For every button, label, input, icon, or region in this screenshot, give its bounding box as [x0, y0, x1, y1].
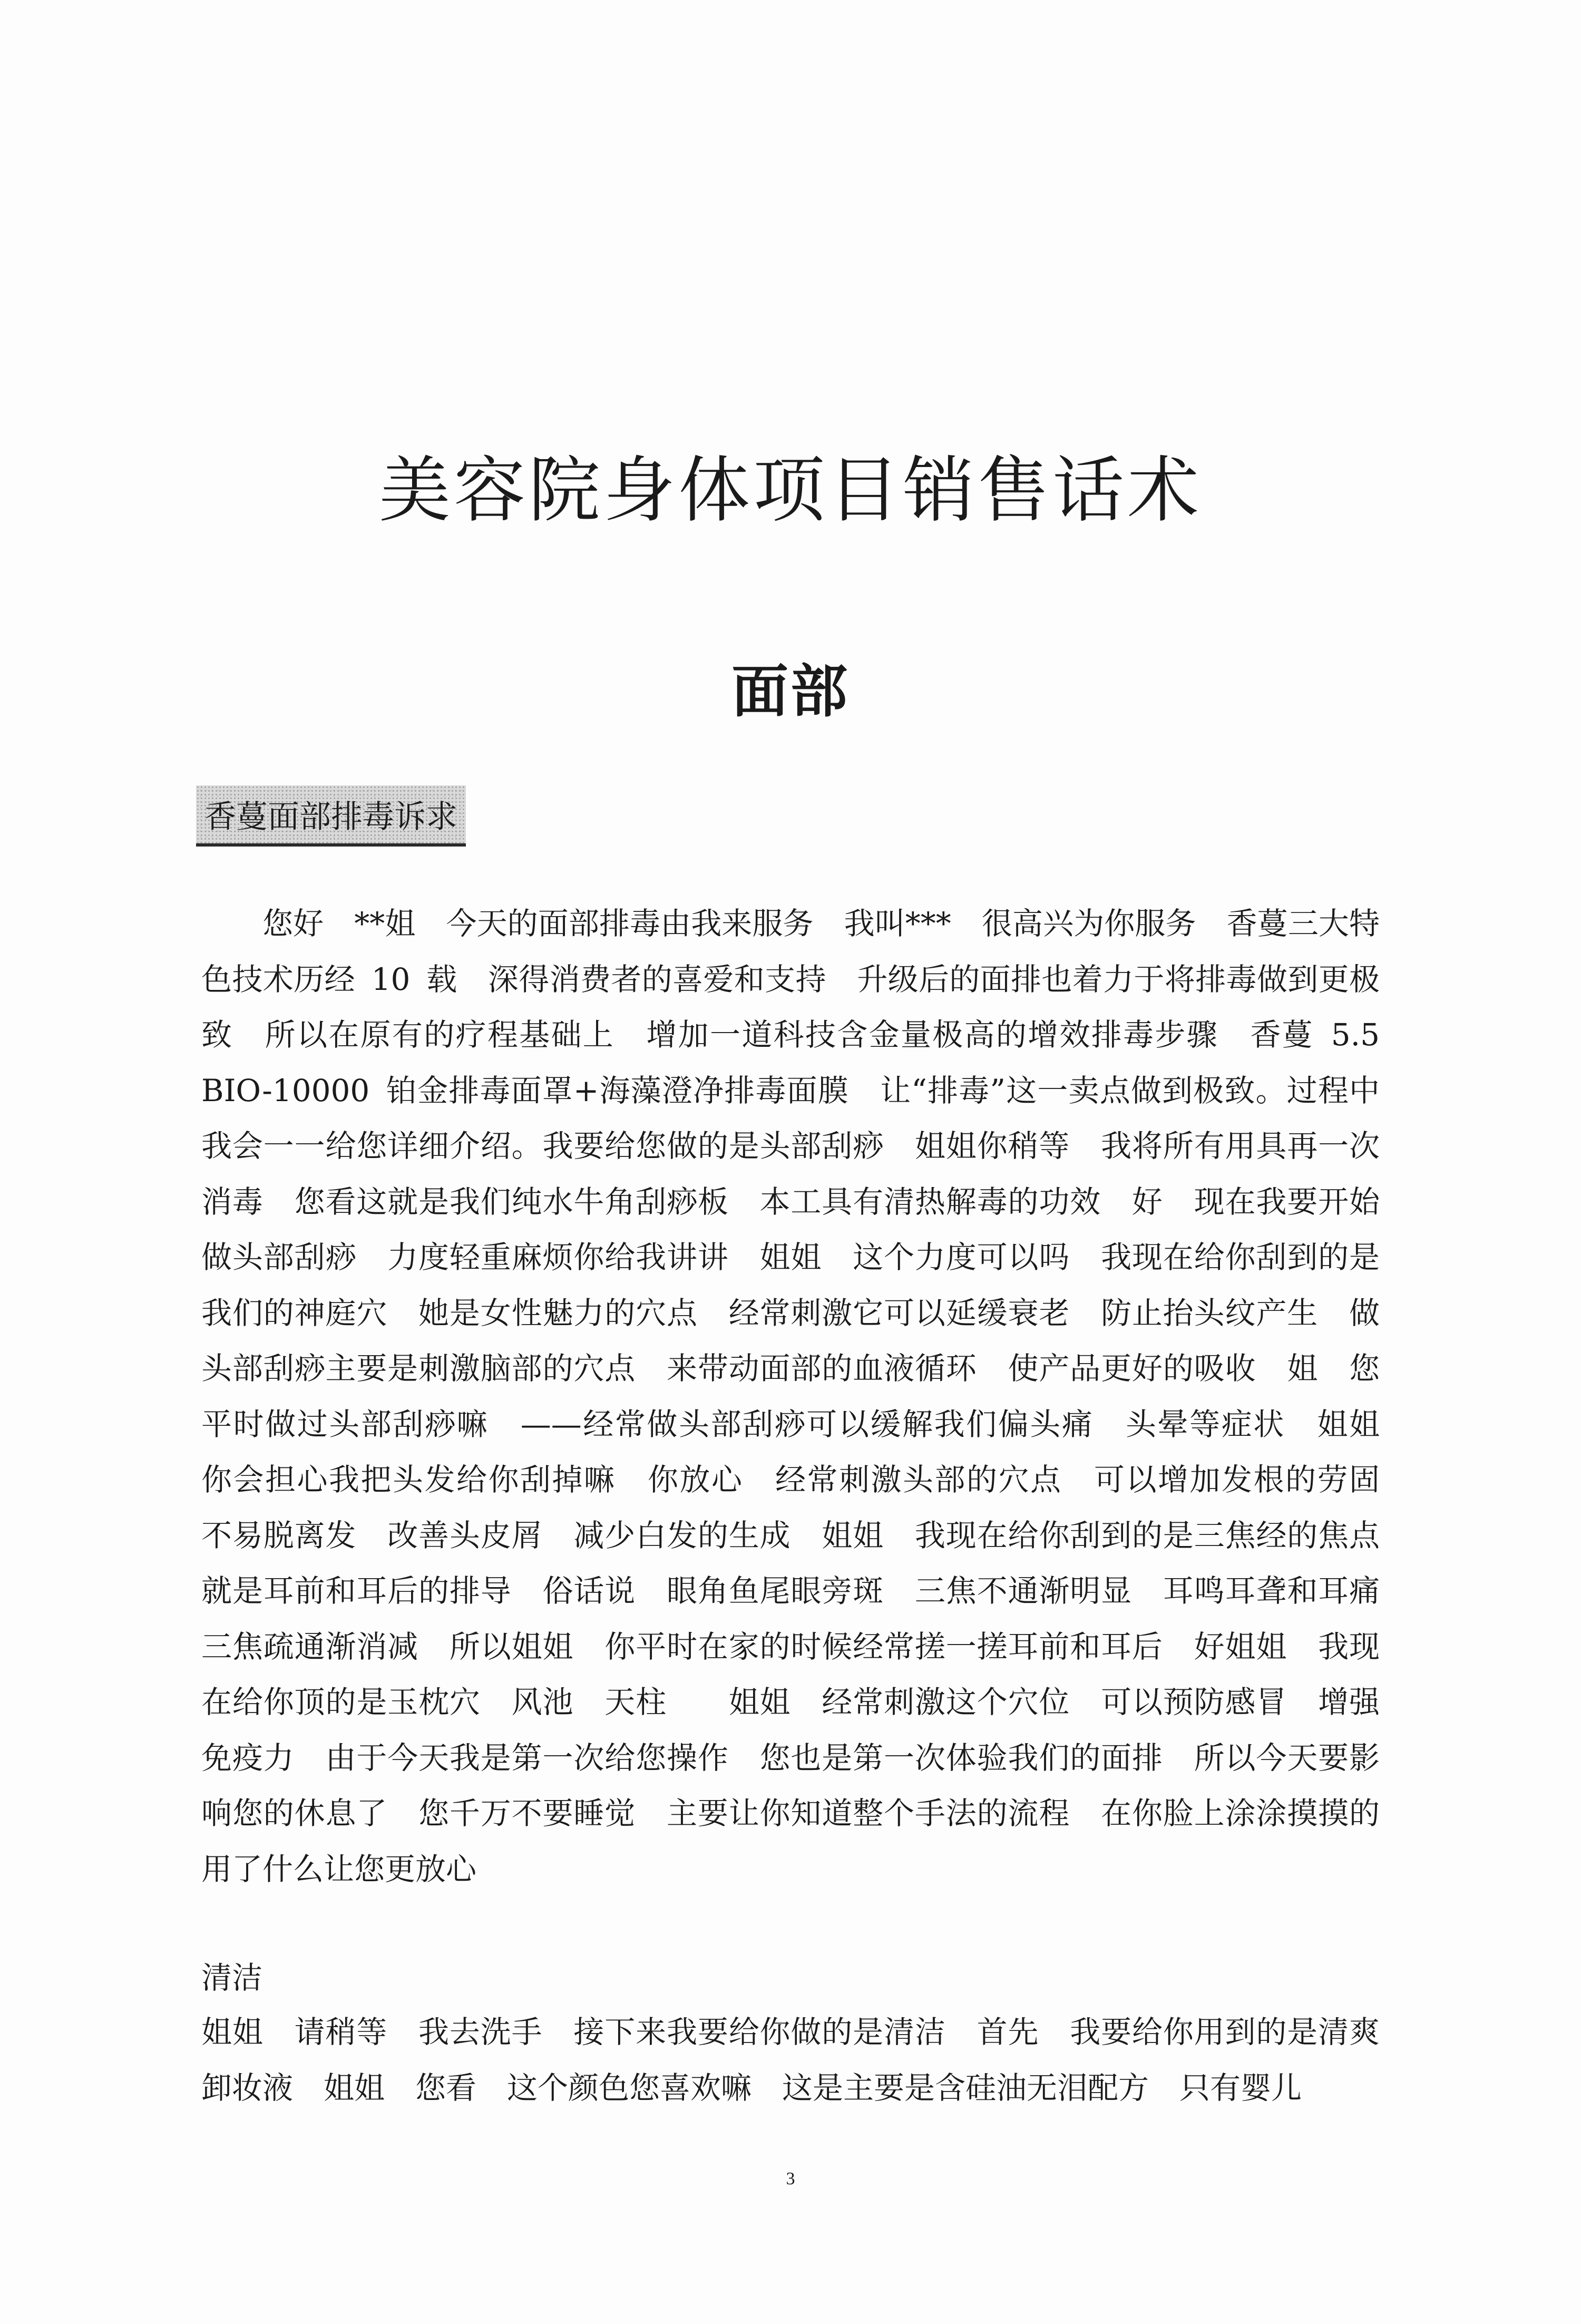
- subheading-highlight: 香蔓面部排毒诉求: [196, 785, 466, 847]
- page-number: 3: [786, 2169, 795, 2189]
- intro-paragraph: 您好 **姐 今天的面部排毒由我来服务 我叫*** 很高兴为你服务 香蔓三大特色技术历经 10 载 深得消费者的喜爱和支持 升级后的面排也着力于将排毒做到更极致 所以在原有的疗程基础上 增加一道科技含金量极高的增效排毒步骤 香蔓 5.5 BIO-10000 铂金排毒面罩+海藻澄净排毒面膜 让“排毒”这一卖点做到极致。过程中我会一一给您详细介绍。我要给您做的是头部刮痧 姐姐你稍等 我将所有用具再一次消毒 您看这就是我们纯水牛角刮痧板 本工具有清热解毒的功效 好 现在我要开始做头部刮痧 力度轻重麻烦你给我讲讲 姐姐 这个力度可以吗 我现在给你刮到的是我们的神庭穴 她是女性魅力的穴点 经常刺激它可以延缓衰老 防止抬头纹产生 做头部刮痧主要是刺激脑部的穴点 来带动面部的血液循环 使产品更好的吸收 姐 您平时做过头部刮痧嘛 ——经常做头部刮痧可以缓解我们偏头痛 头晕等症状 姐姐 你会担心我把头发给你刮掉嘛 你放心 经常刺激头部的穴点 可以增加发根的劳固 不易脱离发 改善头皮屑 减少白发的生成 姐姐 我现在给你刮到的是三焦经的焦点 就是耳前和耳后的排导 俗话说 眼角鱼尾眼旁斑 三焦不通渐明显 耳鸣耳聋和耳痛 三焦疏通渐消减 所以姐姐 你平时在家的时候经常搓一搓耳前和耳后 好姐姐 我现在给你顶的是玉枕穴 风池 天柱 姐姐 经常刺激这个穴位 可以预防感冒 增强免疫力 由于今天我是第一次给您操作 您也是第一次体验我们的面排 所以今天要影响您的休息了 您千万不要睡觉 主要让你知道整个手法的流程 在你脸上涂涂摸摸的用了什么让您更放心: [201, 906, 1411, 1887]
- clean-paragraph: 姐姐 请稍等 我去洗手 接下来我要给你做的是清洁 首先 我要给你用到的是清爽卸妆液 姐姐 您看 这个颜色您喜欢嘛 这是主要是含硅油无泪配方 只有婴儿: [201, 2014, 1380, 2106]
- clean-label: 清洁: [201, 1960, 263, 1996]
- document-title: 美容院身体项目销售话术: [379, 449, 1202, 532]
- section-title: 面部: [731, 658, 850, 725]
